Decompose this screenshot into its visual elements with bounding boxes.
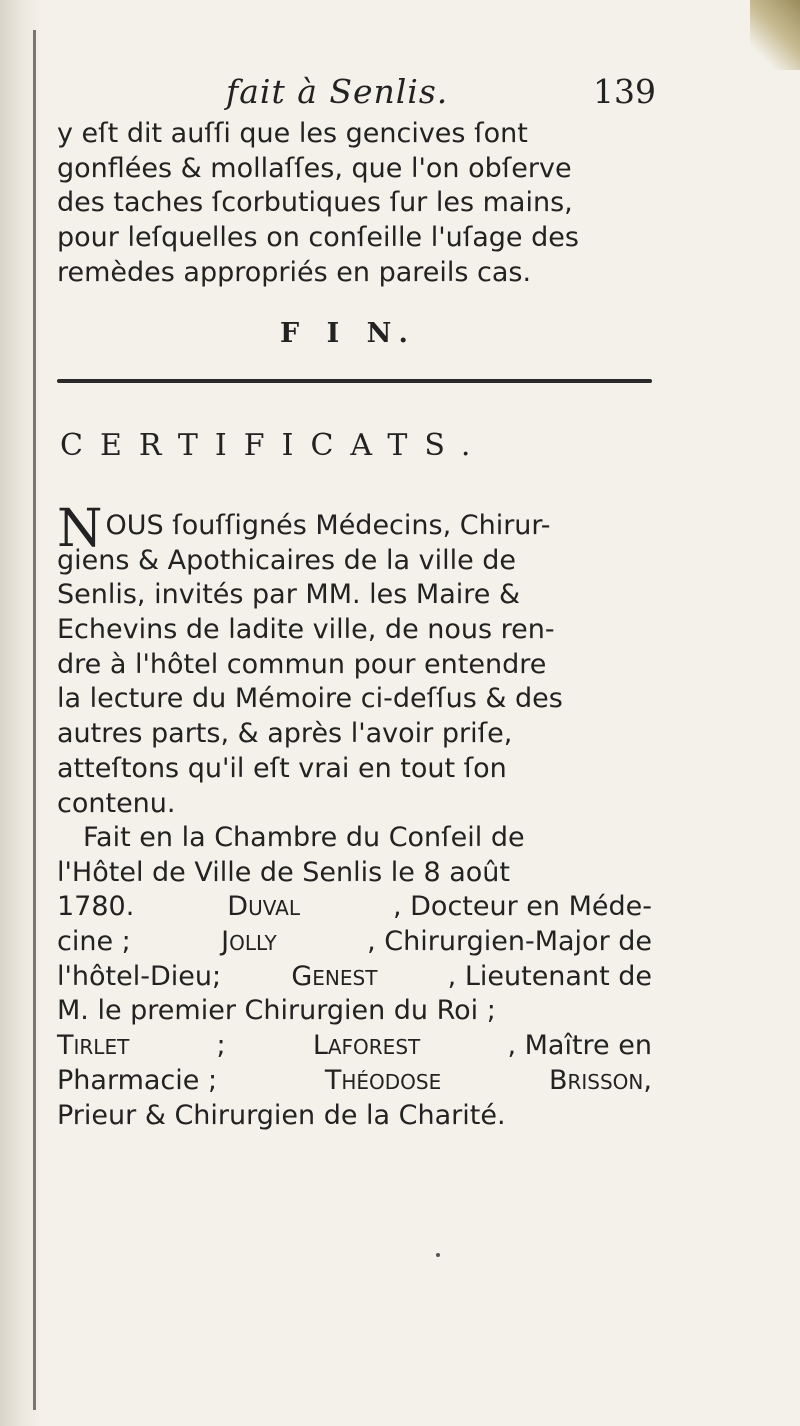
paragraph-2 bbox=[57, 499, 652, 821]
text-line: atteſtons qu'il eſt vrai en tout ſon bbox=[57, 752, 507, 784]
signatory-name: THÉODOSE bbox=[324, 1064, 442, 1096]
signatory-name: TIRLET bbox=[57, 1030, 130, 1062]
signatory-title: , Chirurgien-Major de bbox=[367, 926, 652, 958]
fin-heading: F I N. bbox=[280, 318, 417, 349]
signatory-name: LAFOREST bbox=[312, 1030, 421, 1062]
certificats-heading: CERTIFICATS. bbox=[60, 428, 488, 463]
text-line: contenu. bbox=[57, 787, 176, 819]
text-line: M. le premier Chirurgien du Roi ; bbox=[57, 995, 496, 1027]
text-line: cine ; JOLLY , Chirurgien-Major de bbox=[57, 925, 652, 960]
text-line: des taches ſcorbutiques ſur les mains, bbox=[57, 187, 573, 219]
text-line: y eſt dit auſſi que les gencives ſont bbox=[57, 118, 528, 149]
signatory-title: , Lieutenant de bbox=[447, 960, 652, 992]
page-number: 139 bbox=[593, 72, 656, 111]
text-line: gonflées & mollaſſes, que l'on obſerve bbox=[57, 152, 572, 184]
page-corner-stain bbox=[750, 0, 800, 70]
signatory-name: GENEST bbox=[291, 960, 378, 992]
text-line: Prieur & Chirurgien de la Charité. bbox=[57, 1099, 506, 1131]
text-line: l'Hôtel de Ville de Senlis le 8 août bbox=[57, 856, 511, 888]
text-line: autres parts, & après l'avoir priſe, bbox=[57, 718, 513, 750]
text-line bbox=[57, 890, 652, 925]
paragraph-1 bbox=[57, 117, 652, 290]
ink-speck bbox=[436, 1253, 440, 1257]
text-line: Echevins de ladite ville, de nous ren- bbox=[57, 614, 555, 646]
text-line: Senlis, invités par MM. les Maire & bbox=[57, 579, 521, 611]
text-line: giens & Apothicaires de la ville de bbox=[57, 544, 517, 576]
text-line: dre à l'hôtel commun pour entendre bbox=[57, 648, 547, 680]
signatory-name: BRISSON, bbox=[548, 1064, 652, 1096]
text-line: TIRLET ; LAFOREST , Maître en bbox=[57, 1029, 652, 1064]
text-line: Fait en la Chambre du Conſeil de bbox=[83, 822, 525, 853]
signatory-name: JOLLY bbox=[221, 926, 277, 958]
drop-cap: N bbox=[57, 499, 103, 559]
first-line bbox=[57, 499, 652, 559]
first-line-text: OUS ſouſſignés Médecins, Chirur- bbox=[105, 510, 551, 541]
text-line: pour leſquelles on conſeille l'uſage des bbox=[57, 222, 579, 254]
section-divider bbox=[57, 379, 652, 383]
signatory-name: DUVAL bbox=[227, 891, 300, 923]
signatory-title: , Docteur en Méde- bbox=[392, 891, 652, 923]
page-header bbox=[226, 72, 656, 116]
signatory-title: , Maître en bbox=[507, 1030, 652, 1062]
text-line: l'hôtel-Dieu; GENEST , Lieutenant de bbox=[57, 960, 652, 995]
binding-edge bbox=[33, 30, 36, 1410]
paragraph-3 bbox=[57, 821, 652, 1133]
running-title: fait à Senlis. bbox=[226, 72, 449, 111]
text-line: la lecture du Mémoire ci-deſſus & des bbox=[57, 683, 563, 715]
text-line: remèdes appropriés en pareils cas. bbox=[57, 256, 532, 288]
text-line: Pharmacie ; THÉODOSE BRISSON, bbox=[57, 1064, 652, 1099]
year: 1780. bbox=[57, 891, 135, 923]
